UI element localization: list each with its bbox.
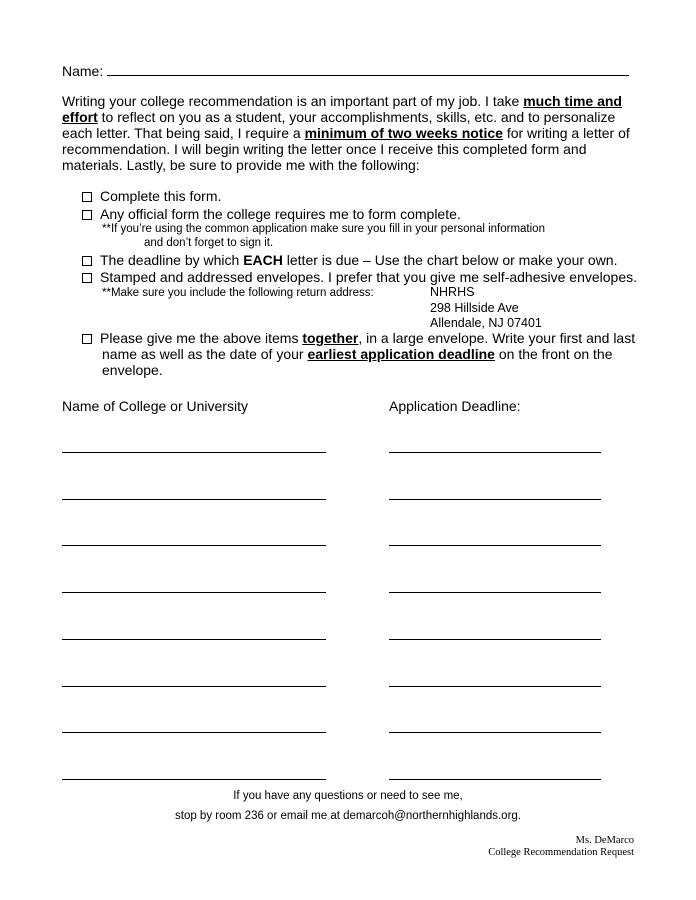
college-name-blank-line[interactable] [62,732,326,733]
deadline-blank-line[interactable] [389,592,601,593]
checkbox-icon[interactable] [82,192,92,202]
checklist-item-text: Stamped and addressed envelopes. I prefer that you give me self-adhesive envelopes. [100,269,637,285]
checklist-item-text: Complete this form. [100,188,222,204]
footer-contact-line-2: stop by room 236 or email me at demarcoh@northernhighlands.org. [175,810,521,822]
college-name-blank-line[interactable] [62,545,326,546]
name-label: Name: [62,63,104,79]
intro-emphasis-time-effort: much time and effort [62,93,622,125]
name-field-row [62,62,629,79]
college-name-blank-line[interactable] [62,639,326,640]
checklist-item-text-b: , in a large envelope. Write your first and last name as well as the date of your [102,330,636,362]
checklist-item-text-a: The deadline by which [100,252,244,268]
checklist-item-together [82,330,658,378]
checklist-item-text: Any official form the college requires me to form complete. [100,206,461,222]
footer-contact-line-1: If you have any questions or need to see me, [233,790,463,802]
college-name-blank-line[interactable] [62,499,326,500]
college-column-header: Name of College or University [62,398,248,414]
deadline-blank-line[interactable] [389,499,601,500]
checklist-item-emphasis-each: EACH [243,252,283,268]
checklist-item-official-form [82,206,638,250]
checklist-item-text-b: letter is due – Use the chart below or make your own. [282,252,618,268]
intro-text-3: for writing a letter of recommendation. I will begin writing the letter once I receive this completed form and materials. Lastly, be sure to provide me with the following: [62,125,630,173]
deadline-blank-line[interactable] [389,545,601,546]
college-name-blank-line[interactable] [62,686,326,687]
checkbox-icon[interactable] [82,334,92,344]
checklist-item-deadline [82,252,638,268]
intro-paragraph [62,93,640,173]
return-address-line-3: Allendale, NJ 07401 [430,316,542,330]
checklist-item-envelopes [82,269,638,285]
deadline-blank-line[interactable] [389,779,601,780]
college-name-blank-line[interactable] [62,592,326,593]
common-app-note-line-2: and don’t forget to sign it. [144,237,274,249]
return-address-line-1: NHRHS [430,285,475,299]
intro-text-2: to reflect on you as a student, your accomplishments, skills, etc. and to personalize each letter. That being said, I require a [62,109,616,141]
signature-document-title: College Recommendation Request [488,847,634,858]
deadline-column-header: Application Deadline: [389,398,521,414]
deadline-blank-line[interactable] [389,452,601,453]
deadline-blank-line[interactable] [389,639,601,640]
name-blank-line[interactable] [107,62,629,76]
college-name-blank-line[interactable] [62,779,326,780]
return-address-note: **Make sure you include the following return address: [102,287,374,299]
common-app-note [82,222,638,250]
checklist-item-text-c: on the front on the envelope. [102,346,613,378]
deadline-blank-line[interactable] [389,686,601,687]
signature-name: Ms. DeMarco [575,835,634,846]
document-signature [488,835,634,859]
checkbox-icon[interactable] [82,210,92,220]
intro-text-1: Writing your college recommendation is an important part of my job. I take [62,93,524,109]
return-address-line-2: 298 Hillside Ave [430,300,519,315]
checklist-item-emphasis-together: together [302,330,359,346]
return-address-block [430,285,542,332]
checklist-item-emphasis-earliest-deadline: earliest application deadline [307,346,495,362]
college-name-blank-line[interactable] [62,452,326,453]
checkbox-icon[interactable] [82,256,92,266]
intro-emphasis-two-weeks: minimum of two weeks notice [304,125,503,141]
checklist-item-complete-form [82,188,638,204]
checkbox-icon[interactable] [82,273,92,283]
common-app-note-line-1: **If you’re using the common application make sure you fill in your personal information [102,223,545,235]
deadline-blank-line[interactable] [389,732,601,733]
checklist-item-text-a: Please give me the above items [100,330,303,346]
